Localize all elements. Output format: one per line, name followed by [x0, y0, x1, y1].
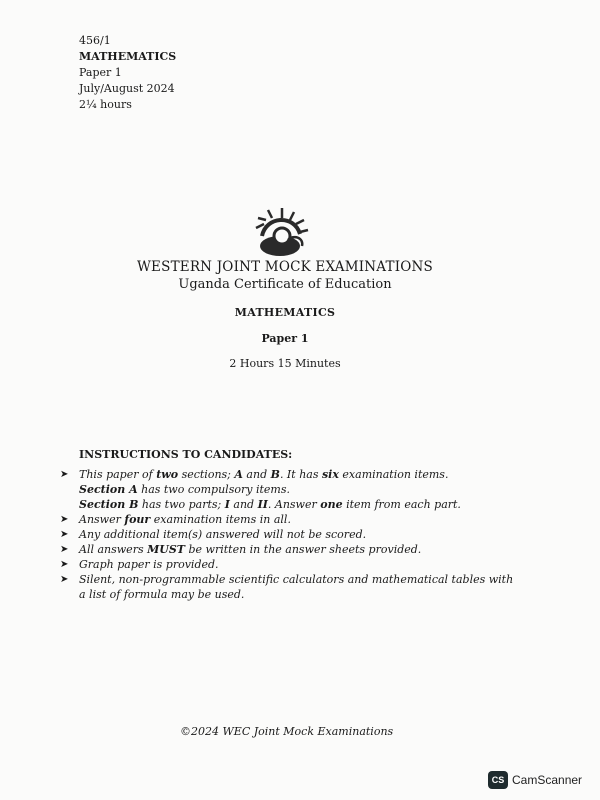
- header-paper: Paper 1: [79, 66, 122, 79]
- arrow-bullet-icon: ➤: [60, 514, 69, 525]
- header-duration: 2¼ hours: [79, 98, 132, 111]
- paper-number: Paper 1: [261, 332, 309, 345]
- instruction-item: ➤ This paper of two sections; A and B. It has six examination items.: [60, 468, 449, 481]
- subject-title: MATHEMATICS: [234, 306, 336, 319]
- instructions-list: [60, 467, 515, 602]
- instruction-item: ➤ Any additional item(s) answered will not be scored.: [60, 528, 367, 541]
- instructions-title: INSTRUCTIONS TO CANDIDATES:: [79, 448, 293, 461]
- paper-code: 456/1: [79, 34, 111, 47]
- instruction-item: ➤ All answers MUST be written in the answer sheets provided.: [60, 543, 422, 556]
- instruction-item: ➤ Silent, non-programmable scientific calculators and mathematical tables with a list of formula may be used.: [60, 573, 514, 601]
- camscanner-watermark: [488, 771, 582, 789]
- instruction-item: Section A has two compulsory items.: [79, 483, 290, 496]
- header-subject: MATHEMATICS: [79, 50, 177, 63]
- exam-body-title: WESTERN JOINT MOCK EXAMINATIONS: [136, 259, 433, 275]
- copyright-footer: ©2024 WEC Joint Mock Examinations: [180, 725, 394, 738]
- instruction-item: ➤ Answer four examination items in all.: [60, 513, 291, 526]
- arrow-bullet-icon: ➤: [60, 544, 69, 555]
- arrow-bullet-icon: ➤: [60, 574, 69, 585]
- arrow-bullet-icon: ➤: [60, 469, 69, 480]
- header-date: July/August 2024: [79, 82, 175, 95]
- instruction-item: Section B has two parts; I and II. Answer one item from each part.: [79, 498, 461, 511]
- camscanner-logo-icon: CS: [488, 771, 508, 789]
- arrow-bullet-icon: ➤: [60, 559, 69, 570]
- exam-board-logo-icon: [248, 206, 316, 262]
- instruction-item: ➤ Graph paper is provided.: [60, 558, 219, 571]
- certificate-title: Uganda Certificate of Education: [178, 277, 392, 292]
- exam-duration: 2 Hours 15 Minutes: [229, 357, 341, 370]
- camscanner-label: CamScanner: [512, 773, 583, 787]
- arrow-bullet-icon: ➤: [60, 529, 69, 540]
- header-meta: [79, 33, 176, 113]
